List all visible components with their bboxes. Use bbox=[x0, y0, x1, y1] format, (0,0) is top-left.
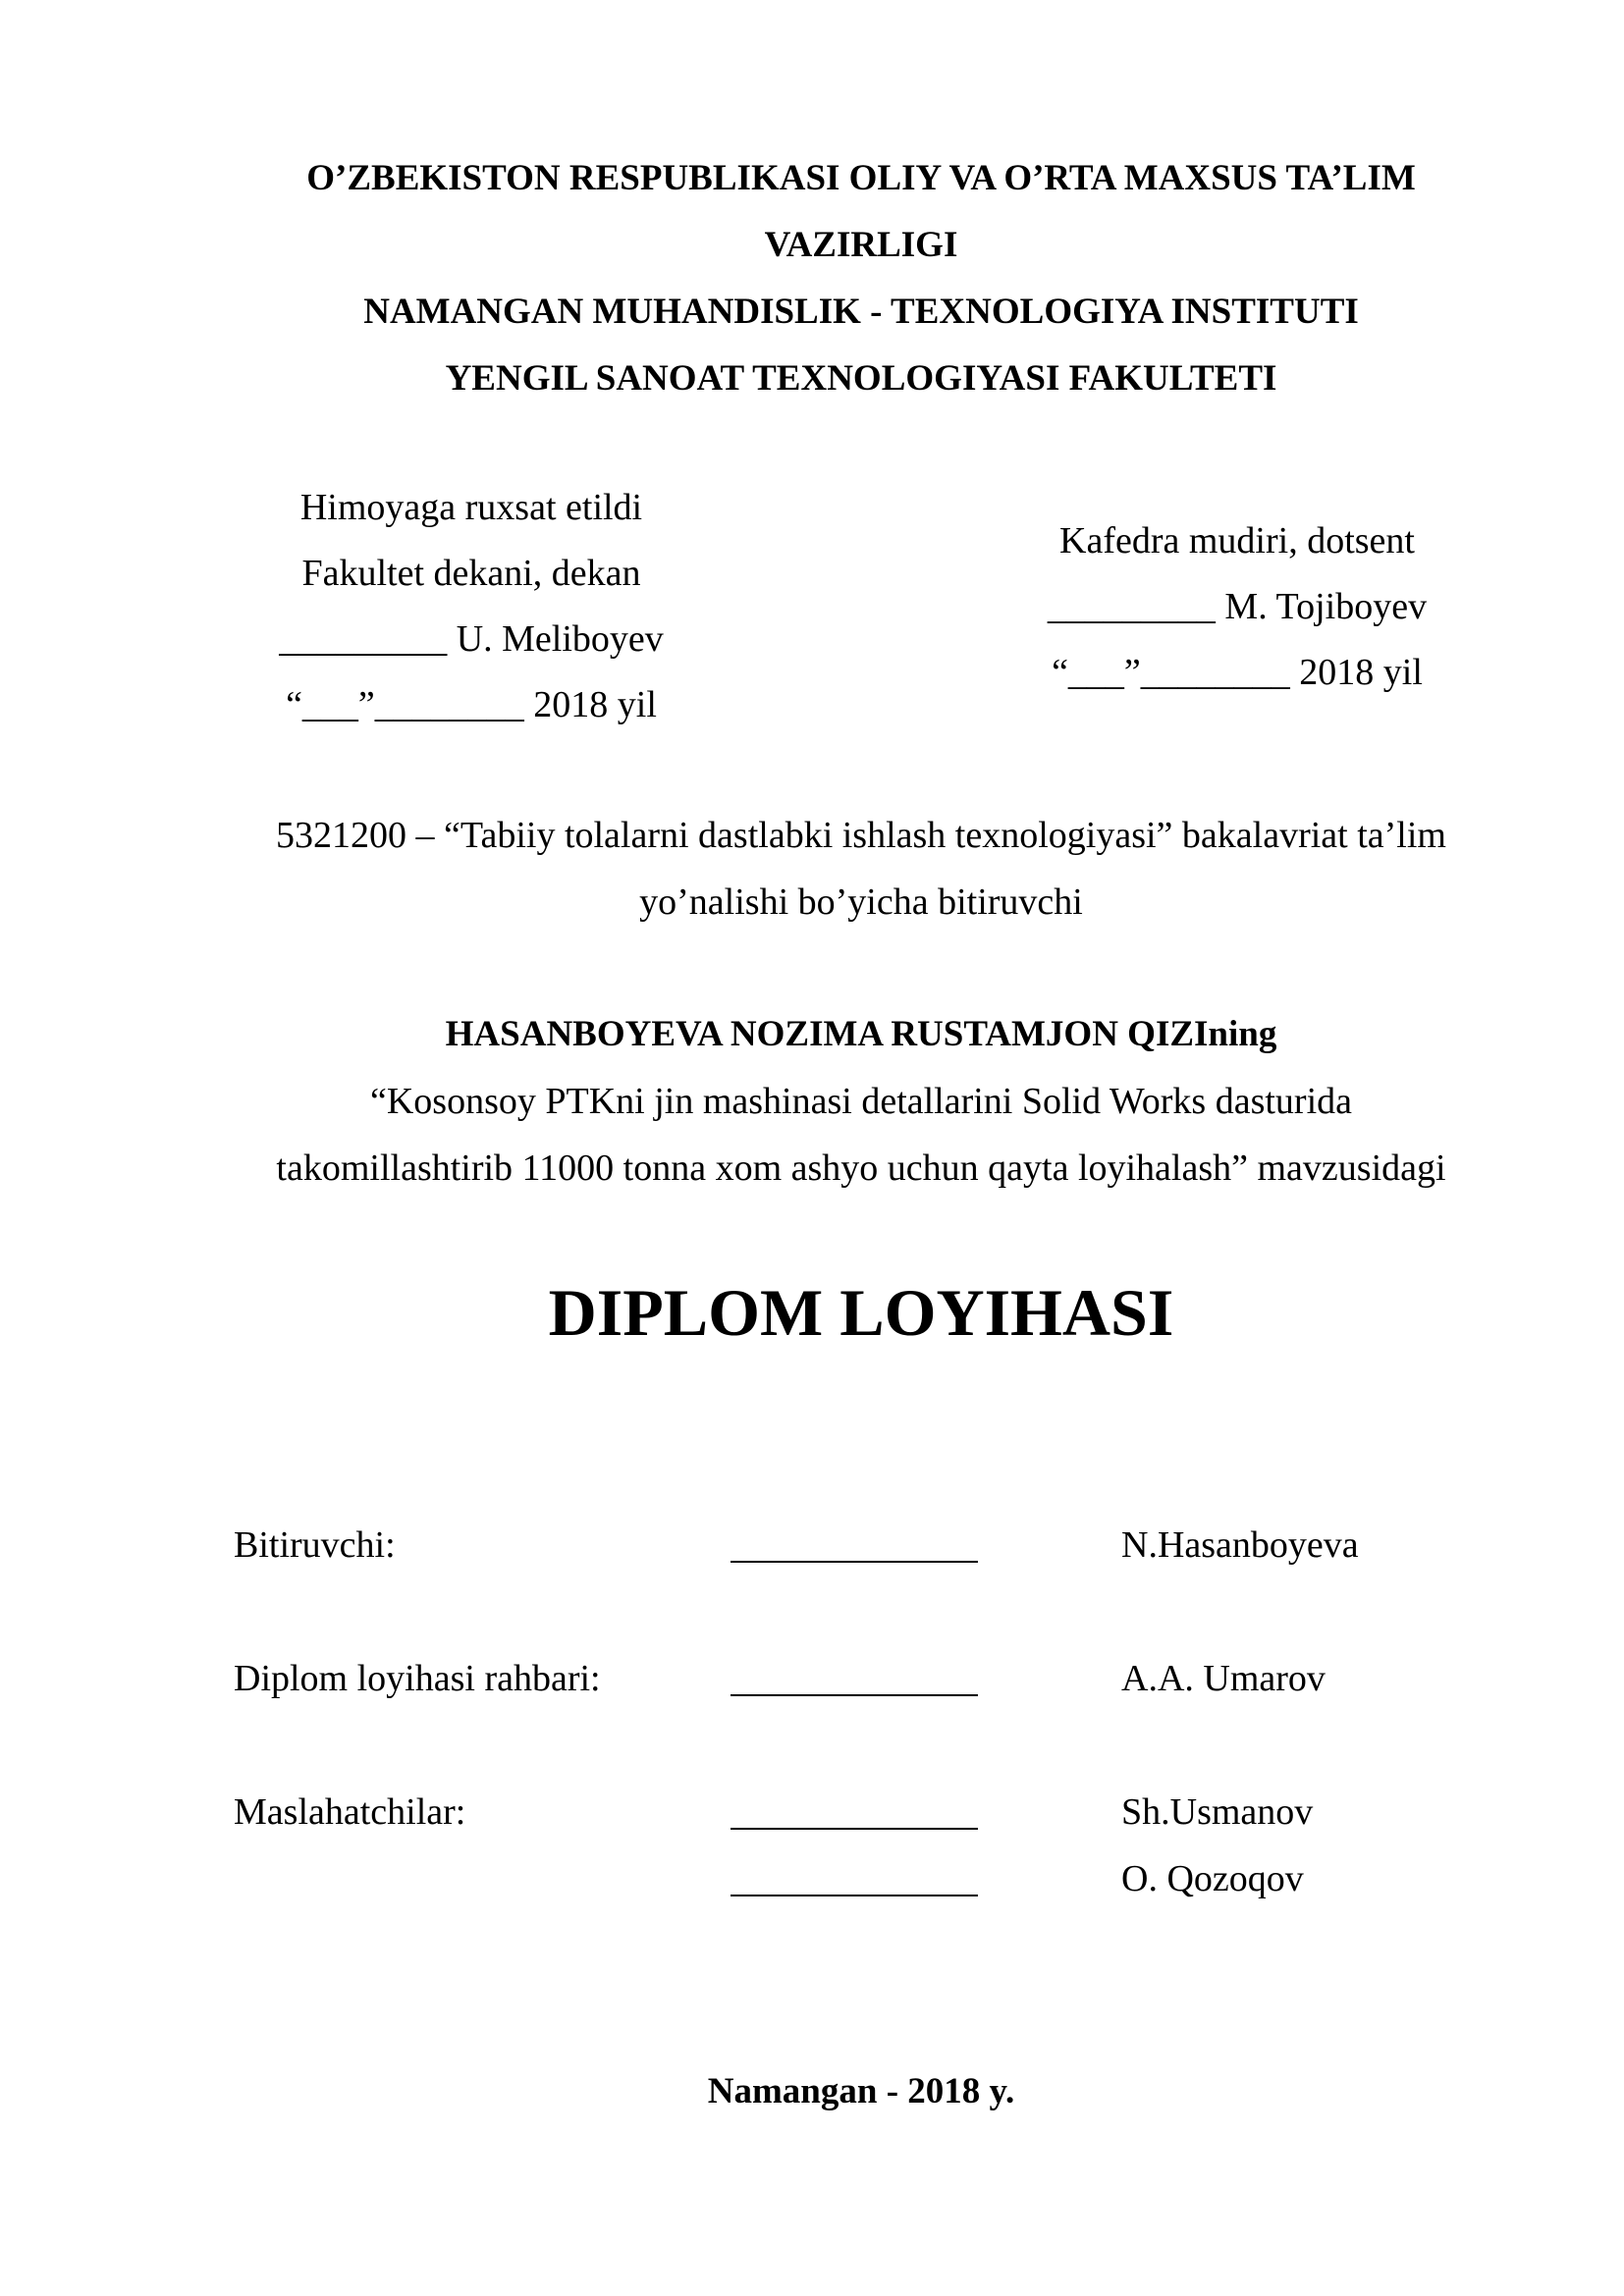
signature-line bbox=[731, 1694, 978, 1696]
approval-chair-line-2: _________ M. Tojiboyev bbox=[1047, 586, 1428, 627]
signature-row-consultant-2 bbox=[234, 1845, 1461, 1912]
approval-dean-line-1: Himoyaga ruxsat etildi bbox=[299, 487, 643, 528]
ministry-line-1: O’ZBEKISTON RESPUBLIKASI OLIY VA O’RTA MAXSUS TA’LIM bbox=[306, 158, 1416, 198]
signature-person: A.A. Umarov bbox=[1121, 1658, 1326, 1699]
approval-chair-line-3: “___”________ 2018 yil bbox=[1052, 652, 1423, 693]
approval-chair-line-1: Kafedra mudiri, dotsent bbox=[1059, 520, 1415, 561]
specialty-line-1: 5321200 – “Tabiiy tolalarni dastlabki ishlash texnologiyasi” bakalavriat ta’lim bbox=[276, 815, 1446, 856]
topic-line-1: “Kosonsoy PTKni jin mashinasi detallarini Solid Works dasturida bbox=[370, 1081, 1352, 1122]
specialty-block bbox=[196, 802, 1526, 935]
approval-dean-block bbox=[226, 475, 717, 738]
signature-row-graduate bbox=[234, 1512, 1461, 1578]
signature-role: Diplom loyihasi rahbari: bbox=[234, 1658, 601, 1699]
signature-row-consultant-1 bbox=[234, 1779, 1461, 1845]
student-block bbox=[196, 1001, 1526, 1201]
signature-person: N.Hasanboyeva bbox=[1121, 1524, 1359, 1566]
signature-line bbox=[731, 1895, 978, 1896]
signature-line bbox=[731, 1828, 978, 1830]
signature-line bbox=[731, 1561, 978, 1563]
approval-dean-line-2: Fakultet dekani, dekan bbox=[301, 553, 641, 594]
document-title: DIPLOM LOYIHASI bbox=[548, 1275, 1174, 1350]
signature-role: Maslahatchilar: bbox=[234, 1791, 466, 1833]
student-name: HASANBOYEVA NOZIMA RUSTAMJON QIZIning bbox=[445, 1014, 1277, 1054]
signature-person: O. Qozoqov bbox=[1121, 1858, 1304, 1899]
approval-chair-block bbox=[992, 508, 1483, 706]
specialty-line-2: yo’nalishi bo’yicha bitiruvchi bbox=[639, 881, 1083, 923]
approval-dean-line-4: “___”________ 2018 yil bbox=[286, 684, 657, 725]
signature-person: Sh.Usmanov bbox=[1121, 1791, 1314, 1833]
ministry-header bbox=[196, 145, 1526, 412]
footer-city-year: Namangan - 2018 y. bbox=[707, 2071, 1015, 2111]
signature-table bbox=[234, 1512, 1461, 1912]
topic-line-2: takomillashtirib 11000 tonna xom ashyo uchun qayta loyihalash” mavzusidagi bbox=[276, 1148, 1446, 1189]
signature-row-supervisor bbox=[234, 1645, 1461, 1712]
approval-dean-line-3: _________ U. Meliboyev bbox=[279, 618, 664, 660]
faculty-name: YENGIL SANOAT TEXNOLOGIYASI FAKULTETI bbox=[445, 358, 1277, 399]
institute-name: NAMANGAN MUHANDISLIK - TEXNOLOGIYA INSTITUTI bbox=[363, 292, 1359, 332]
signature-role: Bitiruvchi: bbox=[234, 1524, 396, 1566]
ministry-line-2: VAZIRLIGI bbox=[764, 225, 958, 265]
